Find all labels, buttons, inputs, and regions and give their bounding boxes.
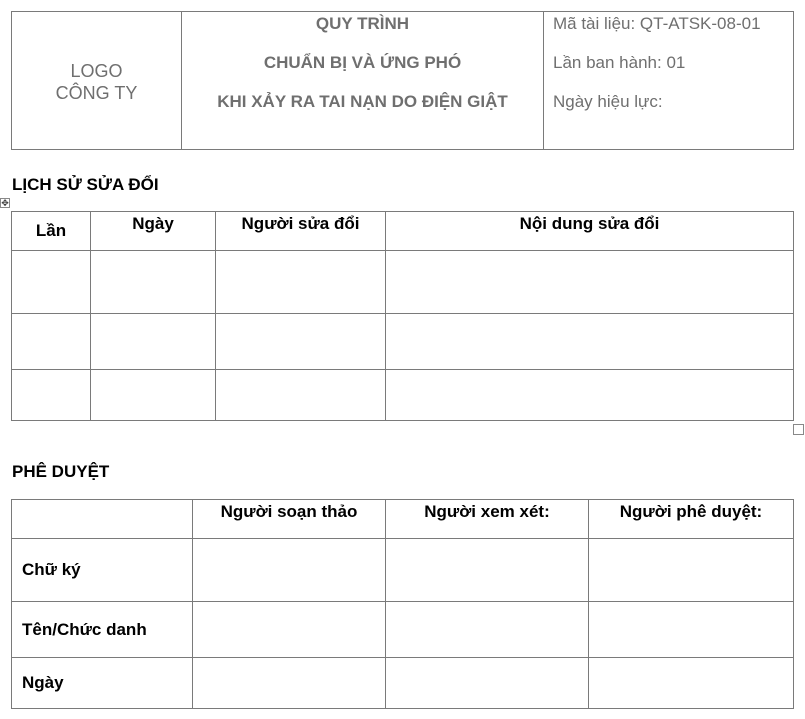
table-cell[interactable] (91, 314, 216, 370)
name-cell-approver[interactable] (589, 602, 794, 658)
table-header-row (12, 500, 794, 539)
table-cell[interactable] (12, 370, 91, 421)
table-cell[interactable] (216, 314, 386, 370)
issue-number: Lần ban hành: 01 (553, 53, 686, 72)
table-cell[interactable] (91, 251, 216, 314)
table-header-row (12, 212, 794, 251)
table-cell[interactable] (386, 370, 794, 421)
document-header-table (11, 11, 794, 150)
table-move-handle-icon[interactable]: ✥ (1, 198, 9, 208)
document-meta (544, 12, 794, 150)
effective-date: Ngày hiệu lực: (553, 92, 663, 111)
row-label-signature: Chữ ký (12, 539, 193, 602)
document-title (182, 12, 544, 150)
signature-cell-drafter[interactable] (193, 539, 386, 602)
table-cell[interactable] (12, 251, 91, 314)
table-cell[interactable] (386, 251, 794, 314)
table-row (12, 539, 794, 602)
logo-text: LOGO (70, 60, 123, 81)
table-resize-handle-icon[interactable] (793, 424, 804, 435)
table-cell[interactable] (12, 314, 91, 370)
col-header-date: Ngày (91, 212, 216, 251)
date-cell-drafter[interactable] (193, 658, 386, 709)
table-row (12, 370, 794, 421)
doc-code: Mã tài liệu: QT-ATSK-08-01 (553, 14, 761, 33)
date-cell-reviewer[interactable] (386, 658, 589, 709)
col-header-empty (12, 500, 193, 539)
table-cell[interactable] (386, 314, 794, 370)
table-row (12, 602, 794, 658)
company-logo-placeholder (12, 12, 182, 150)
company-text: CÔNG TY (55, 82, 138, 103)
table-row (12, 314, 794, 370)
table-cell[interactable] (216, 370, 386, 421)
signature-cell-reviewer[interactable] (386, 539, 589, 602)
title-line-3: KHI XẢY RA TAI NẠN DO ĐIỆN GIẬT (217, 92, 508, 111)
col-header-reviewer: Người xem xét: (386, 500, 589, 539)
col-header-approver: Người phê duyệt: (589, 500, 794, 539)
title-line-1: QUY TRÌNH (315, 14, 410, 33)
name-cell-reviewer[interactable] (386, 602, 589, 658)
table-row (12, 251, 794, 314)
approval-table (11, 499, 794, 709)
col-header-content: Nội dung sửa đổi (386, 212, 794, 251)
approval-heading: PHÊ DUYỆT (12, 462, 110, 481)
col-header-drafter: Người soạn thảo (193, 500, 386, 539)
history-heading: LỊCH SỬ SỬA ĐỔI (12, 175, 159, 194)
name-cell-drafter[interactable] (193, 602, 386, 658)
table-cell[interactable] (91, 370, 216, 421)
row-label-name-title: Tên/Chức danh (12, 602, 193, 658)
date-cell-approver[interactable] (589, 658, 794, 709)
col-header-revision: Lần (12, 212, 91, 251)
revision-history-table (11, 211, 794, 421)
table-row (12, 658, 794, 709)
row-label-date: Ngày (12, 658, 193, 709)
signature-cell-approver[interactable] (589, 539, 794, 602)
col-header-editor: Người sửa đổi (216, 212, 386, 251)
title-line-2: CHUẨN BỊ VÀ ỨNG PHÓ (263, 53, 462, 72)
table-cell[interactable] (216, 251, 386, 314)
